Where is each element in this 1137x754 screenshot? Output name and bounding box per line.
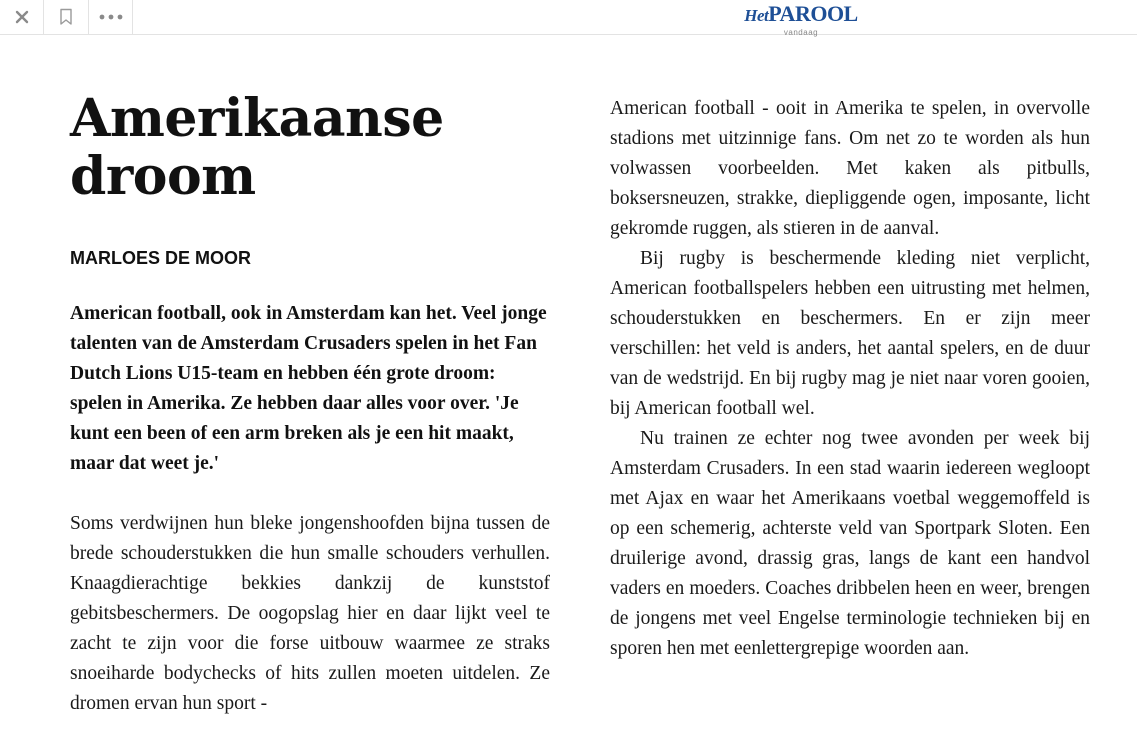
- article-title: Amerikaanse droom: [70, 88, 444, 207]
- parool-logo: [742, 1, 860, 27]
- article-paragraph: American football - ooit in Amerika te spelen, in overvolle stadions met uitzinnige fans. Om net zo te worden als hun volwassen voorbeelden. Met kaken als pitbulls, boksersneuzen, strakke, diepliggende ogen, imposante, licht gekromde ruggen, als stieren in de aanval.: [610, 98, 1090, 239]
- more-options-icon: [99, 14, 123, 20]
- more-options-button[interactable]: [89, 0, 133, 34]
- close-button[interactable]: [0, 0, 44, 34]
- article-paragraph: Nu trainen ze echter nog twee avonden per week bij Amsterdam Crusaders. In een stad waarin iedereen wegloopt met Ajax en waar het Amerikaans voetbal weggemoffeld is op een schemerig, achterste veld van Sportpark Sloten. Een druilerige avond, drassig gras, langs de kant een handvol vaders en moeders. Coaches dribbelen heen en weer, brengen de jongens met veel Engelse terminologie technieken bij en sporen hen met eenlettergrepige woorden aan.: [610, 428, 1090, 659]
- brand-name: PAROOL: [768, 1, 858, 26]
- bookmark-icon: [59, 8, 73, 26]
- bookmark-button[interactable]: [44, 0, 89, 34]
- article-paragraph: Soms verdwijnen hun bleke jongenshoofden bijna tussen de brede schouderstukken die hun smalle schouders verhullen. Knaagdierachtige bekkies dankzij de kunststof gebitsbeschermers. De oogopslag hier en daar lijkt veel te zacht te zijn voor die forse uitbouw waarmee ze straks snoeiharde bodychecks of hits zullen moeten uitdelen. Ze dromen ervan hun sport -: [70, 513, 550, 714]
- brand-het: Het: [744, 6, 769, 25]
- article-author: MARLOES DE MOOR: [70, 248, 252, 268]
- brand-edition: vandaag: [783, 28, 819, 37]
- brand-logo[interactable]: [742, 1, 860, 37]
- article-column-right: [610, 94, 1090, 664]
- top-toolbar: [0, 0, 1137, 35]
- article-paragraph: Bij rugby is beschermende kleding niet verplicht, American footballspelers hebben een uitrusting met helmen, schouderstukken en beschermers. En er zijn meer verschillen: het veld is anders, het aantal spelers, en de duur van de wedstrijd. En bij rugby mag je niet naar voren gooien, bij American football wel.: [610, 248, 1090, 419]
- article-column-left: [70, 90, 550, 719]
- close-icon: [14, 9, 30, 25]
- article-lead: American football, ook in Amsterdam kan het. Veel jonge talenten van de Amsterdam Crusaders spelen in het Fan Dutch Lions U15-team en hebben één grote droom: spelen in Amerika. Ze hebben daar alles voor over. 'Je kunt een been of een arm breken als je een hit maakt, maar dat weet je.': [70, 303, 547, 474]
